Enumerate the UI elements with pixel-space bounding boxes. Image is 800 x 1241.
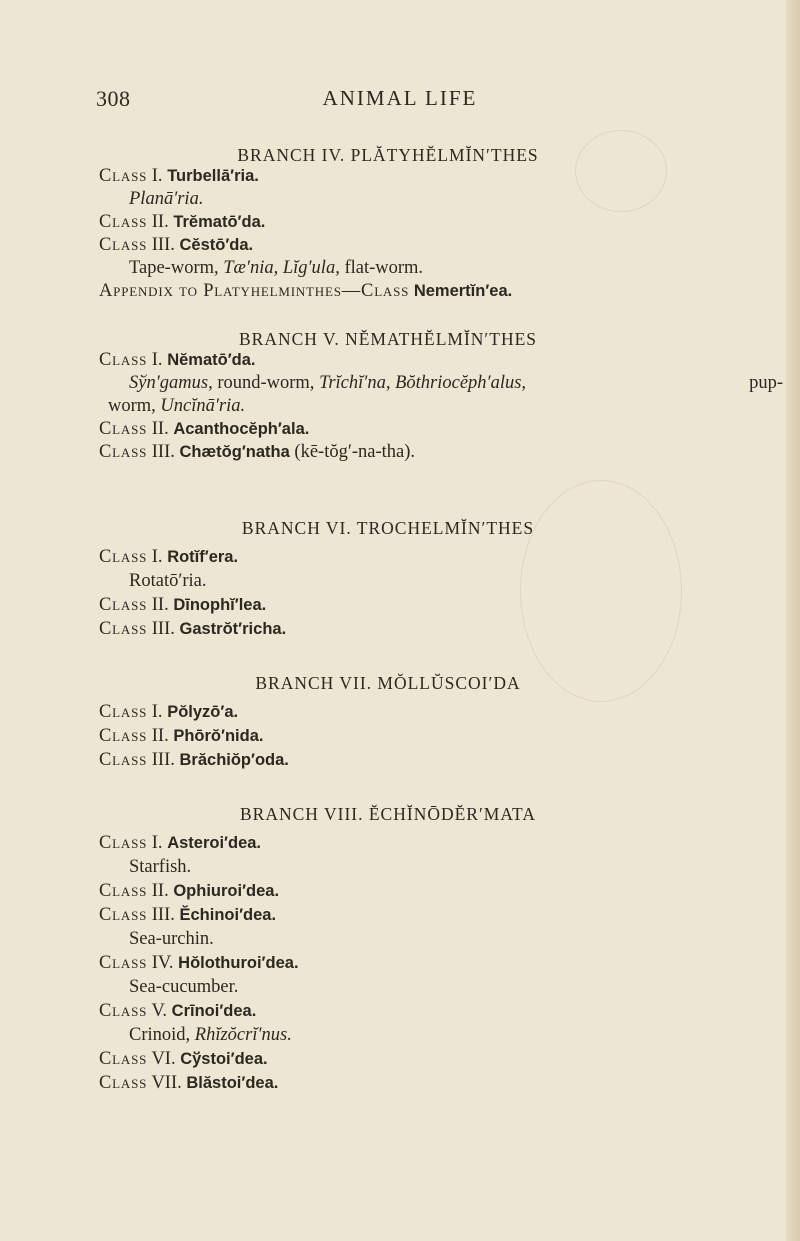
class-name: Blăstoi′dea. <box>186 1074 279 1092</box>
class-name: Brăchiŏp′oda. <box>179 751 289 769</box>
class-label: Class <box>99 1001 148 1021</box>
class-number: I. <box>151 547 163 567</box>
class-number: II. <box>151 726 169 746</box>
class-line <box>99 619 286 640</box>
genus-name: Trĭchĭ′na, <box>319 373 391 393</box>
class-number: III. <box>151 905 175 925</box>
branch-heading: BRANCH IV. PLĂTYHĔLMĬN′THES <box>237 145 539 165</box>
class-label: Class <box>99 702 148 722</box>
page-edge <box>786 0 800 1241</box>
class-number: III. <box>151 442 175 462</box>
common-name: Starfish. <box>129 857 192 877</box>
class-name: Nemertĭn′ea. <box>413 282 513 300</box>
class-label: Class <box>99 547 148 567</box>
class-line <box>99 953 299 974</box>
class-number: III. <box>151 750 175 770</box>
class-line <box>99 235 253 256</box>
class-line <box>99 905 276 926</box>
example-line <box>129 373 800 394</box>
class-number: III. <box>151 235 175 255</box>
class-line <box>99 750 289 771</box>
class-name: Cĕstō′da. <box>179 236 254 254</box>
class-label: Class <box>99 953 148 973</box>
class-name: Phōrŏ′nida. <box>173 727 264 745</box>
class-label: Class <box>99 419 148 439</box>
class-name: Ophiuroi′dea. <box>173 882 280 900</box>
class-label: Class <box>99 595 148 615</box>
class-name: Trĕmatō′da. <box>173 213 266 231</box>
example-line <box>129 977 238 998</box>
common-name: round-worm, <box>217 373 315 393</box>
class-name: Pŏlyzō′a. <box>167 703 239 721</box>
page-header <box>0 86 800 116</box>
class-label: Class <box>99 212 148 232</box>
common-name: flat-worm. <box>344 258 424 278</box>
class-number: II. <box>151 595 169 615</box>
synonym: Rotatō′ria. <box>129 571 207 591</box>
class-number: VI. <box>151 1049 176 1069</box>
class-name: Crīnoi′dea. <box>171 1002 257 1020</box>
example-line <box>129 571 207 592</box>
class-name: Gastrŏt′richa. <box>179 620 287 638</box>
class-name: Nĕmatō′da. <box>167 351 256 369</box>
class-label: Class <box>99 619 148 639</box>
class-name: Cўstoi′dea. <box>180 1050 268 1068</box>
class-name: Hŏlothuroi′dea. <box>178 954 299 972</box>
class-label: Class <box>99 1049 148 1069</box>
class-label: Class <box>99 166 148 186</box>
common-name: Sea-urchin. <box>129 929 214 949</box>
common-name: Tape-worm, <box>129 258 219 278</box>
class-number: II. <box>151 881 169 901</box>
example-line <box>129 857 191 878</box>
class-line <box>99 419 309 440</box>
class-line <box>99 350 256 371</box>
class-number: I. <box>151 833 163 853</box>
genus-name: Uncĭnā′ria. <box>160 396 246 416</box>
example-line <box>129 258 423 279</box>
class-number: I. <box>151 166 163 186</box>
class-label: Class <box>99 442 148 462</box>
branch-heading: BRANCH VI. TROCHELMĬN′THES <box>241 518 535 538</box>
class-label: Class <box>99 235 148 255</box>
class-line <box>99 1073 278 1094</box>
class-line <box>99 833 261 854</box>
example-line <box>108 396 245 417</box>
class-number: III. <box>151 619 175 639</box>
class-number: VII. <box>151 1073 182 1093</box>
pronunciation: (kē-tŏg′-na-tha). <box>294 442 416 462</box>
class-name: Asteroi′dea. <box>167 834 262 852</box>
branch-heading: BRANCH VII. MŎLLŬSCOI′DA <box>255 673 521 693</box>
class-label: Class <box>99 1073 148 1093</box>
genus-name: Sўn′gamus, <box>129 373 213 393</box>
paper-stain <box>520 480 682 702</box>
class-name: Acanthocĕph′ala. <box>173 420 310 438</box>
common-name: Sea-cucumber. <box>129 977 239 997</box>
class-number: IV. <box>151 953 174 973</box>
class-label: Class <box>99 833 148 853</box>
class-line <box>99 1049 268 1070</box>
class-line <box>99 442 415 463</box>
example-line <box>129 189 203 210</box>
hyphenated-word: pup- <box>749 373 783 393</box>
common-name: Crinoid, <box>129 1025 191 1045</box>
example-line <box>129 1025 292 1046</box>
class-line <box>99 726 263 747</box>
genus-name: Tæ′nia, Lĭg′ula, <box>223 258 340 278</box>
appendix-line <box>99 281 512 302</box>
class-line <box>99 166 259 187</box>
genus-name: Bŏthriocĕph′alus, <box>395 373 527 393</box>
class-number: I. <box>151 350 163 370</box>
class-number: I. <box>151 702 163 722</box>
appendix-label: Appendix to Platyhelminthes—Class <box>99 281 410 301</box>
paper-stain <box>575 130 667 212</box>
class-line <box>99 595 266 616</box>
common-name: worm, <box>108 396 156 416</box>
class-name: Rotĭf′era. <box>167 548 239 566</box>
branch-heading: BRANCH V. NĔMATHĔLMĬN′THES <box>238 329 538 349</box>
class-line <box>99 1001 256 1022</box>
example-line <box>129 929 214 950</box>
class-line <box>99 212 265 233</box>
class-name: Dīnophĭ′lea. <box>173 596 267 614</box>
class-number: II. <box>151 419 169 439</box>
class-line <box>99 547 238 568</box>
class-label: Class <box>99 350 148 370</box>
class-number: V. <box>151 1001 168 1021</box>
class-name: Ĕchinoi′dea. <box>179 906 277 924</box>
class-label: Class <box>99 881 148 901</box>
branch-heading: BRANCH VIII. ĔCHĬNŌDĔR′MATA <box>240 804 536 824</box>
class-label: Class <box>99 726 148 746</box>
class-name: Turbellā′ria. <box>167 167 259 185</box>
running-title: ANIMAL LIFE <box>322 86 478 110</box>
class-number: II. <box>151 212 169 232</box>
class-label: Class <box>99 905 148 925</box>
genus-name: Rhĭzŏcrĭ′nus. <box>194 1025 292 1045</box>
class-line <box>99 702 238 723</box>
genus-name: Planā′ria. <box>129 189 204 209</box>
class-line <box>99 881 279 902</box>
class-label: Class <box>99 750 148 770</box>
class-name: Chætŏg′natha <box>179 443 290 461</box>
page-number: 308 <box>96 86 131 111</box>
